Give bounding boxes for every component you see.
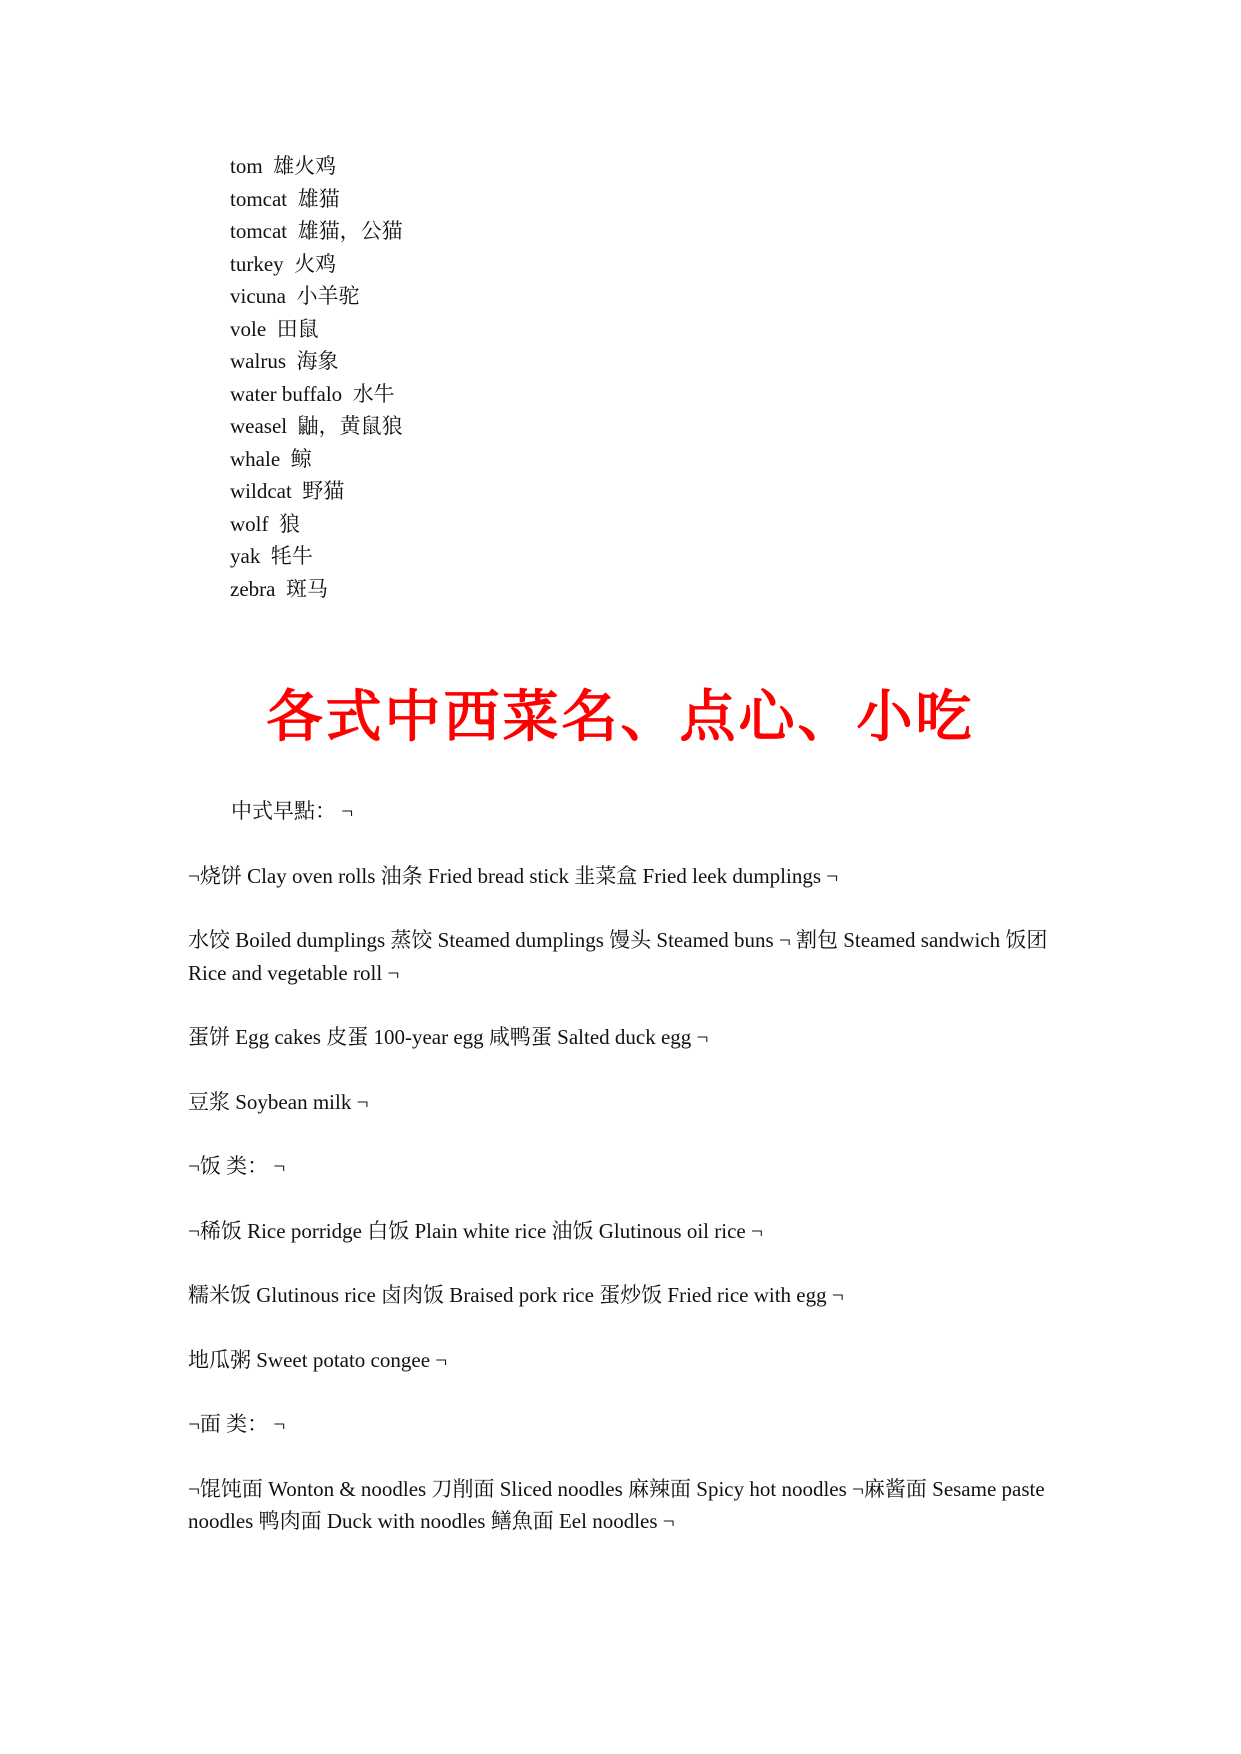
menu-paragraph: 水饺 Boiled dumplings 蒸饺 Steamed dumplings 馒头 Steamed buns ¬ 割包 Steamed sandwich 饭团 Rice and vegetable roll ¬ [188,928,1048,985]
vocab-item: tomcat 雄猫，公猫 [230,219,403,243]
animal-vocabulary-list [230,150,403,605]
menu-paragraph: 蛋饼 Egg cakes 皮蛋 100-year egg 咸鸭蛋 Salted duck egg ¬ [188,1025,709,1049]
vocab-item: yak 牦牛 [230,544,313,568]
menu-paragraph: ¬烧饼 Clay oven rolls 油条 Fried bread stick 韭菜盒 Fried leek dumplings ¬ [188,863,839,888]
vocab-item: tomcat 雄猫 [230,186,340,211]
vocab-item: wildcat 野猫 [230,479,345,503]
vocab-item: walrus 海象 [230,349,339,373]
vocab-item: water buffalo 水牛 [230,381,395,406]
subheading-rice: ¬饭 类： ¬ [188,1154,286,1178]
menu-paragraph: 糯米饭 Glutinous rice 卤肉饭 Braised pork rice 蛋炒饭 Fried rice with egg ¬ [188,1283,844,1307]
menu-paragraph: 地瓜粥 Sweet potato congee ¬ [188,1347,448,1372]
subheading-chinese-breakfast: 中式早點： ¬ [231,799,354,823]
vocab-item: vole 田鼠 [230,316,319,341]
section-title: 各式中西菜名、点心、小吃 [266,684,975,750]
vocab-item: wolf 狼 [230,511,300,536]
vocab-item: weasel 鼬，黄鼠狼 [230,414,403,438]
menu-paragraph: ¬馄饨面 Wonton & noodles 刀削面 Sliced noodles 麻辣面 Spicy hot noodles ¬麻酱面 Sesame paste noodles 鸭肉面 Duck with noodles 鳝魚面 Eel noodles ¬ [188,1476,1045,1533]
vocab-item: turkey 火鸡 [230,251,337,276]
menu-paragraph: 豆浆 Soybean milk ¬ [188,1089,369,1114]
vocab-item: whale 鲸 [230,446,312,471]
vocab-item: vicuna 小羊驼 [230,284,360,308]
menu-text-body [188,795,1068,1570]
vocab-item: tom 雄火鸡 [230,154,337,178]
subheading-noodles: ¬面 类： ¬ [188,1412,286,1436]
vocab-item: zebra 斑马 [230,576,328,601]
menu-paragraph: ¬稀饭 Rice porridge 白饭 Plain white rice 油饭 Glutinous oil rice ¬ [188,1218,763,1243]
